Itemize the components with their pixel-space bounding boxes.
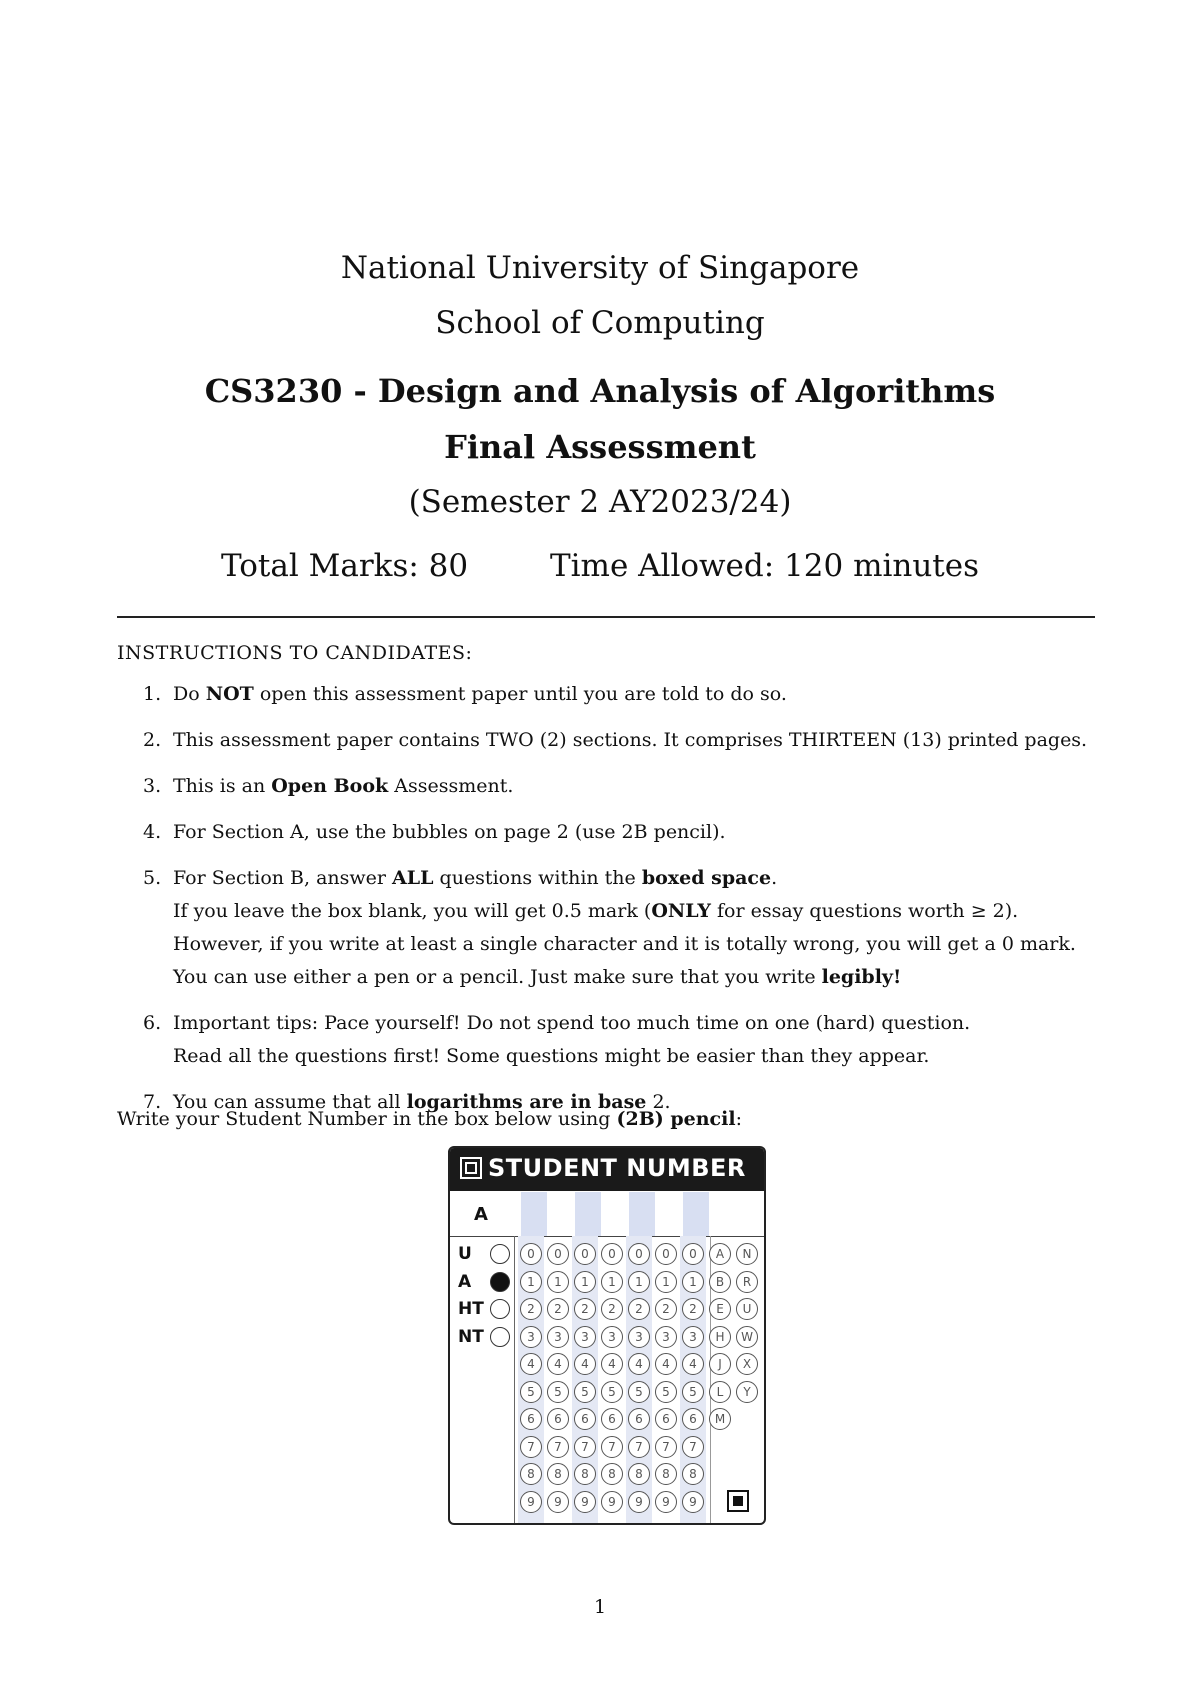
list-item: 6. Important tips: Pace yourself! Do not spend too much time on one (hard) question. Read all the questions first! Some questions might be easier than they appear. xyxy=(143,1012,971,1067)
digit-bubble[interactable]: 3 xyxy=(547,1326,569,1348)
sheet-title: STUDENT NUMBER xyxy=(488,1154,746,1182)
digit-bubble[interactable]: 2 xyxy=(547,1298,569,1320)
digit-bubble[interactable]: 9 xyxy=(655,1491,677,1513)
check-letter-bubble[interactable]: J xyxy=(709,1353,731,1375)
digit-bubble[interactable]: 4 xyxy=(655,1353,677,1375)
digit-bubble[interactable]: 1 xyxy=(655,1271,677,1293)
digit-bubble[interactable]: 5 xyxy=(655,1381,677,1403)
digit-bubble[interactable]: 2 xyxy=(520,1298,542,1320)
digit-bubble[interactable]: 8 xyxy=(655,1463,677,1485)
list-item: 1. Do NOT open this assessment paper until you are told to do so. xyxy=(143,683,787,705)
digit-bubble[interactable]: 9 xyxy=(601,1491,623,1513)
check-letter-bubble[interactable]: M xyxy=(709,1408,731,1430)
digit-bubble[interactable]: 4 xyxy=(628,1353,650,1375)
digit-bubble[interactable]: 6 xyxy=(574,1408,596,1430)
list-item: 5. For Section B, answer ALL questions within the boxed space. If you leave the box blank, you will get 0.5 mark (ONLY for essay questions worth ≥ 2). However, if you write at least a single character and it is totally wrong, you will get a 0 mark. You can use either a pen or a pencil. Just make sure that you write legibly! xyxy=(143,867,1076,988)
row-label-a: A xyxy=(458,1271,472,1292)
student-number-prompt: Write your Student Number in the box below using (2B) pencil: xyxy=(117,1108,742,1130)
digit-bubble[interactable]: 3 xyxy=(574,1326,596,1348)
digit-bubble[interactable]: 7 xyxy=(628,1436,650,1458)
instructions-list xyxy=(117,678,1097,1132)
check-letter-bubble[interactable]: H xyxy=(709,1326,731,1348)
check-letter-bubble[interactable]: E xyxy=(709,1298,731,1320)
digit-bubble[interactable]: 9 xyxy=(574,1491,596,1513)
check-letter-bubble[interactable]: N xyxy=(736,1243,758,1265)
digit-bubble[interactable]: 4 xyxy=(601,1353,623,1375)
digit-bubble[interactable]: 9 xyxy=(628,1491,650,1513)
digit-bubble[interactable]: 3 xyxy=(655,1326,677,1348)
digit-bubble[interactable]: 7 xyxy=(682,1436,704,1458)
digit-bubble[interactable]: 2 xyxy=(601,1298,623,1320)
column-shade xyxy=(575,1192,601,1236)
digit-bubble[interactable]: 7 xyxy=(655,1436,677,1458)
digit-bubble[interactable]: 5 xyxy=(601,1381,623,1403)
marks-time-row xyxy=(0,548,1200,584)
prefix-bubble-ht[interactable] xyxy=(490,1299,510,1319)
digit-bubble[interactable]: 1 xyxy=(547,1271,569,1293)
digit-bubble[interactable]: 8 xyxy=(520,1463,542,1485)
check-letter-bubble[interactable]: R xyxy=(736,1271,758,1293)
digit-bubble[interactable]: 6 xyxy=(655,1408,677,1430)
digit-bubble[interactable]: 9 xyxy=(520,1491,542,1513)
check-letter-bubble[interactable]: Y xyxy=(736,1381,758,1403)
digit-bubble[interactable]: 7 xyxy=(547,1436,569,1458)
digit-bubble[interactable]: 3 xyxy=(628,1326,650,1348)
divider xyxy=(514,1236,515,1523)
prefix-cell: A xyxy=(474,1204,488,1225)
digit-bubble[interactable]: 5 xyxy=(574,1381,596,1403)
digit-bubble[interactable]: 6 xyxy=(547,1408,569,1430)
digit-bubble[interactable]: 8 xyxy=(682,1463,704,1485)
divider xyxy=(450,1236,764,1237)
list-item: 2. This assessment paper contains TWO (2) sections. It comprises THIRTEEN (13) printed pages. xyxy=(143,729,1088,751)
digit-bubble[interactable]: 3 xyxy=(601,1326,623,1348)
check-letter-bubble[interactable]: A xyxy=(709,1243,731,1265)
column-shade xyxy=(629,1192,655,1236)
digit-bubble[interactable]: 9 xyxy=(682,1491,704,1513)
digit-bubble[interactable]: 8 xyxy=(574,1463,596,1485)
digit-bubble[interactable]: 5 xyxy=(547,1381,569,1403)
prefix-bubble-u[interactable] xyxy=(490,1244,510,1264)
digit-bubble[interactable]: 5 xyxy=(682,1381,704,1403)
university-name: National University of Singapore xyxy=(340,250,860,286)
digit-bubble[interactable]: 4 xyxy=(682,1353,704,1375)
check-letter-bubble[interactable]: U xyxy=(736,1298,758,1320)
column-shade xyxy=(683,1192,709,1236)
divider xyxy=(117,616,1095,618)
digit-bubble[interactable]: 1 xyxy=(520,1271,542,1293)
digit-bubble[interactable]: 7 xyxy=(574,1436,596,1458)
instructions-title: INSTRUCTIONS TO CANDIDATES: xyxy=(117,642,473,664)
digit-bubble[interactable]: 1 xyxy=(628,1271,650,1293)
registration-mark-icon xyxy=(727,1490,749,1512)
digit-bubble[interactable]: 0 xyxy=(547,1243,569,1265)
digit-bubble[interactable]: 2 xyxy=(655,1298,677,1320)
assessment-title: Final Assessment xyxy=(444,428,756,466)
row-label-nt: NT xyxy=(458,1326,484,1347)
digit-bubble[interactable]: 4 xyxy=(520,1353,542,1375)
digit-bubble[interactable]: 0 xyxy=(682,1243,704,1265)
digit-bubble[interactable]: 6 xyxy=(628,1408,650,1430)
digit-bubble[interactable]: 8 xyxy=(601,1463,623,1485)
digit-bubble[interactable]: 1 xyxy=(601,1271,623,1293)
list-item: 7. You can assume that all logarithms are in base 2. xyxy=(143,1091,671,1113)
digit-bubble[interactable]: 0 xyxy=(520,1243,542,1265)
digit-bubble[interactable]: 6 xyxy=(601,1408,623,1430)
digit-bubble[interactable]: 0 xyxy=(574,1243,596,1265)
digit-bubble[interactable]: 6 xyxy=(520,1408,542,1430)
semester-label: (Semester 2 AY2023/24) xyxy=(408,484,792,520)
row-label-ht: HT xyxy=(458,1299,484,1319)
digit-bubble[interactable]: 4 xyxy=(574,1353,596,1375)
column-shade xyxy=(521,1192,547,1236)
page-number: 1 xyxy=(593,1596,607,1618)
row-label-u: U xyxy=(458,1244,472,1264)
sheet-header xyxy=(450,1148,764,1191)
digit-bubble[interactable]: 1 xyxy=(682,1271,704,1293)
digit-bubble[interactable]: 0 xyxy=(601,1243,623,1265)
digit-bubble[interactable]: 3 xyxy=(682,1326,704,1348)
digit-bubble[interactable]: 8 xyxy=(628,1463,650,1485)
digit-bubble[interactable]: 0 xyxy=(655,1243,677,1265)
check-letter-bubble[interactable]: B xyxy=(709,1271,731,1293)
check-letter-bubble[interactable]: W xyxy=(736,1326,758,1348)
digit-bubble[interactable]: 7 xyxy=(601,1436,623,1458)
digit-bubble[interactable]: 1 xyxy=(574,1271,596,1293)
digit-bubble[interactable]: 7 xyxy=(520,1436,542,1458)
prefix-bubble-a[interactable] xyxy=(490,1272,510,1292)
digit-bubble[interactable]: 5 xyxy=(520,1381,542,1403)
list-item: 3. This is an Open Book Assessment. xyxy=(143,775,514,797)
check-letter-bubble[interactable]: L xyxy=(709,1381,731,1403)
student-number-sheet xyxy=(448,1146,766,1525)
list-item: 4. For Section A, use the bubbles on page 2 (use 2B pencil). xyxy=(143,821,726,843)
digit-bubble[interactable]: 3 xyxy=(520,1326,542,1348)
digit-bubble[interactable]: 6 xyxy=(682,1408,704,1430)
course-title: CS3230 - Design and Analysis of Algorithms xyxy=(204,372,996,410)
digit-bubble[interactable]: 2 xyxy=(682,1298,704,1320)
digit-bubble[interactable]: 9 xyxy=(547,1491,569,1513)
prefix-bubble-nt[interactable] xyxy=(490,1327,510,1347)
digit-bubble[interactable]: 4 xyxy=(547,1353,569,1375)
digit-bubble[interactable]: 8 xyxy=(547,1463,569,1485)
school-name: School of Computing xyxy=(435,305,765,341)
time-allowed: Time Allowed: 120 minutes xyxy=(549,548,980,584)
digit-bubble[interactable]: 5 xyxy=(628,1381,650,1403)
digit-bubble[interactable]: 2 xyxy=(628,1298,650,1320)
check-letter-bubble[interactable]: X xyxy=(736,1353,758,1375)
digit-bubble[interactable]: 0 xyxy=(628,1243,650,1265)
scanner-logo-icon xyxy=(460,1157,482,1179)
digit-bubble[interactable]: 2 xyxy=(574,1298,596,1320)
total-marks: Total Marks: 80 xyxy=(220,548,469,584)
